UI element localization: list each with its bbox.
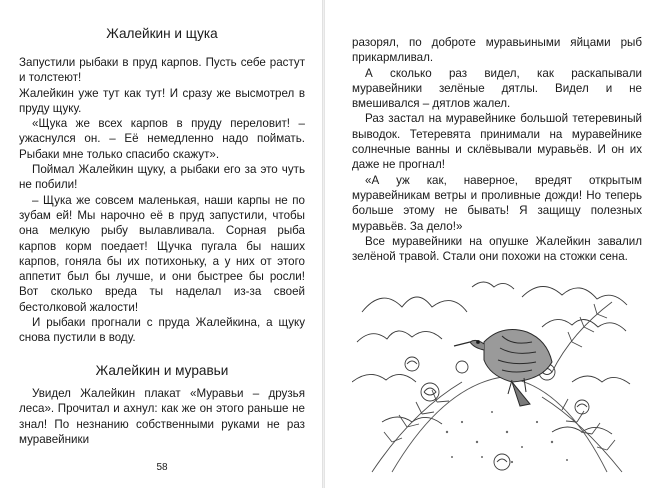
woodpecker-on-anthill-illustration	[352, 272, 636, 474]
story-text-ants	[19, 386, 305, 447]
paragraph: «Щука же всех карпов в пруду переловит! – ужаснулся он. – Её немедленно надо поймать. Рыбаки мне только спасибо скажут».	[19, 117, 305, 161]
paragraph: Увидел Жалейкин плакат «Муравьи – друзья леса». Прочитал и ахнул: как же он этого раньше не знал! По незнанию собственными руками не раз муравейники	[19, 387, 305, 446]
story-text-ants-continued	[352, 35, 642, 264]
paragraph: «А уж как, наверное, вредят открытым муравейникам ветры и проливные дожди! Но теперь больше этому не бывать! Я защищу полезных муравьёв. За дело!»	[352, 173, 642, 233]
woodpecker-icon	[454, 330, 552, 406]
paragraph: Поймал Жалейкин щуку, а рыбаки его за это чуть не побили!	[19, 163, 305, 192]
story-title-pike: Жалейкин и щука	[106, 26, 218, 41]
page-number: 58	[156, 462, 168, 473]
fern-icon	[372, 302, 622, 472]
left-page	[0, 0, 322, 488]
story-title-ants: Жалейкин и муравьи	[95, 363, 229, 378]
paragraph: Запустили рыбаки в пруд карпов. Пусть себе растут и толстеют!	[19, 56, 305, 85]
paragraph: Жалейкин уже тут как тут! И сразу же высмотрел в пруду щуку.	[19, 86, 305, 115]
right-page	[325, 0, 647, 488]
paragraph: Все муравейники на опушке Жалейкин завалил зелёной травой. Стали они похожи на стожки сена.	[352, 234, 642, 264]
paragraph: А сколько раз видел, как раскапывали муравейники зелёные дятлы. Видел и не вмешивался – дятлов жалел.	[352, 66, 642, 111]
paragraph: И рыбаки прогнали с пруда Жалейкина, а щуку снова пустили в воду.	[19, 316, 305, 345]
paragraph: Раз застал на муравейнике большой тетеревиный выводок. Тетеревята принимали на муравейнике солнечные ванны и склёвывали муравьёв. И он их даже не прогнал!	[352, 112, 642, 172]
story-text-pike	[19, 55, 305, 346]
paragraph: разорял, по доброте муравьиными яйцами рыб прикармливал.	[352, 36, 642, 65]
paragraph: – Щука же совсем маленькая, наши карпы не по зубам ей! Мы нарочно её в пруд запустили, чтобы она мелкую рыбу вылавливала. Сорная рыба карпов корм поедает! Щучка пугала бы наших карпов, гоняла бы их потихоньку, а у них от этого аппетит был бы лучше, и они быстрее бы росли! Вот сколько вреда ты наделал из-за своей бестолковой жалости!	[19, 193, 305, 314]
